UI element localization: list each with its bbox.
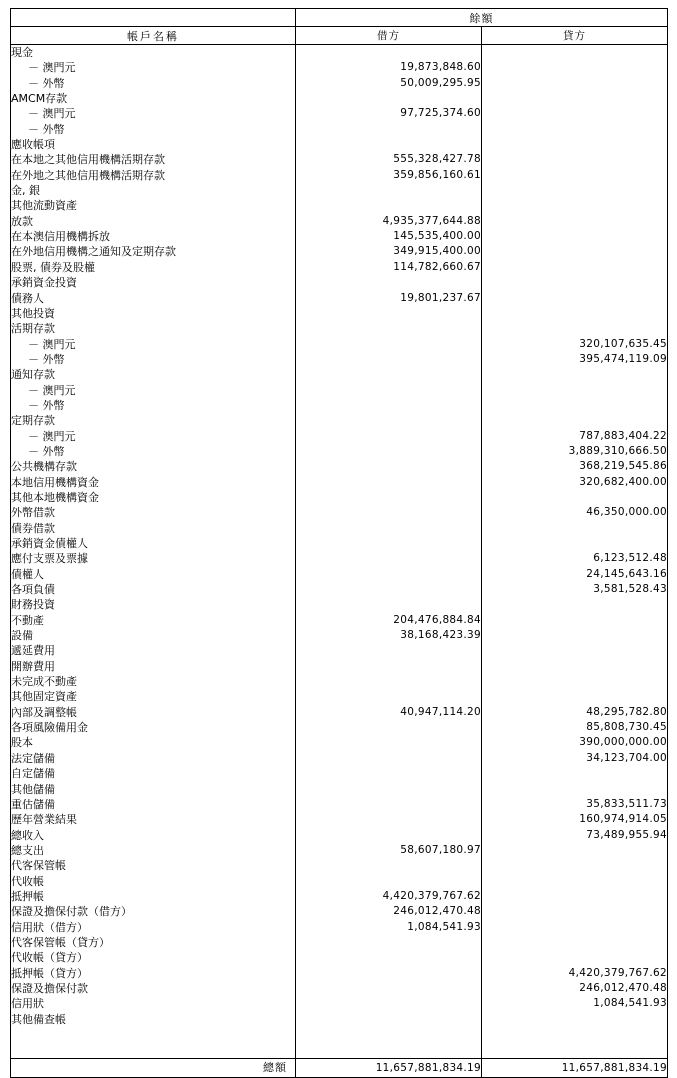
- row-credit-amount: [482, 76, 668, 91]
- row-debit-amount: [296, 490, 482, 505]
- row-debit-amount: 555,328,427.78: [296, 152, 482, 167]
- row-debit-amount: [296, 536, 482, 551]
- table-row: [11, 352, 668, 367]
- row-credit-amount: [482, 137, 668, 152]
- row-account-name: － 外幣: [11, 76, 296, 91]
- row-debit-amount: [296, 782, 482, 797]
- table-row: [11, 858, 668, 873]
- row-account-name: 在外地信用機構之通知及定期存款: [11, 244, 296, 259]
- row-account-name: 承銷資金投資: [11, 275, 296, 290]
- table-row: [11, 413, 668, 428]
- table-row: [11, 567, 668, 582]
- row-debit-amount: [296, 183, 482, 198]
- row-account-name: － 澳門元: [11, 429, 296, 444]
- row-account-name: 債務人: [11, 291, 296, 306]
- table-row: [11, 198, 668, 213]
- row-debit-amount: 349,915,400.00: [296, 244, 482, 259]
- row-credit-amount: [482, 904, 668, 919]
- table-footer: [11, 1058, 668, 1077]
- row-debit-amount: [296, 475, 482, 490]
- row-debit-amount: [296, 935, 482, 950]
- row-credit-amount: [482, 229, 668, 244]
- row-credit-amount: [482, 152, 668, 167]
- row-debit-amount: [296, 567, 482, 582]
- row-debit-amount: [296, 582, 482, 597]
- table-row: [11, 106, 668, 121]
- row-debit-amount: 19,873,848.60: [296, 60, 482, 75]
- row-credit-amount: [482, 91, 668, 106]
- table-row: [11, 214, 668, 229]
- table-row: [11, 45, 668, 61]
- row-account-name: 其他本地機構資金: [11, 490, 296, 505]
- row-account-name: 其他流動資產: [11, 198, 296, 213]
- row-debit-amount: [296, 828, 482, 843]
- table-row: [11, 613, 668, 628]
- total-credit: 11,657,881,834.19: [482, 1058, 668, 1077]
- row-credit-amount: 35,833,511.73: [482, 797, 668, 812]
- row-credit-amount: [482, 858, 668, 873]
- table-row: [11, 1027, 668, 1042]
- table-row: [11, 168, 668, 183]
- row-debit-amount: [296, 122, 482, 137]
- row-credit-amount: [482, 689, 668, 704]
- row-credit-amount: [482, 1027, 668, 1042]
- table-row: [11, 429, 668, 444]
- header-credit-label: 貸方: [482, 27, 668, 45]
- row-credit-amount: [482, 183, 668, 198]
- row-account-name: 在本澳信用機構拆放: [11, 229, 296, 244]
- row-credit-amount: [482, 244, 668, 259]
- row-account-name: 代收帳（貸方）: [11, 950, 296, 965]
- table-row: [11, 76, 668, 91]
- header-row-amount: [11, 9, 668, 27]
- table-row: [11, 797, 668, 812]
- row-credit-amount: [482, 413, 668, 428]
- row-debit-amount: [296, 137, 482, 152]
- header-account-name-label: 帳戶名稱: [11, 27, 296, 45]
- row-credit-amount: [482, 367, 668, 382]
- header-debit-label: 借方: [296, 27, 482, 45]
- row-credit-amount: [482, 106, 668, 121]
- row-credit-amount: [482, 214, 668, 229]
- row-credit-amount: [482, 766, 668, 781]
- row-account-name: 股本: [11, 735, 296, 750]
- row-debit-amount: 97,725,374.60: [296, 106, 482, 121]
- table-row: [11, 966, 668, 981]
- row-debit-amount: [296, 874, 482, 889]
- table-row: [11, 229, 668, 244]
- row-credit-amount: [482, 291, 668, 306]
- total-label: 總額: [11, 1058, 296, 1077]
- table-row: [11, 137, 668, 152]
- row-debit-amount: 246,012,470.48: [296, 904, 482, 919]
- row-account-name: － 澳門元: [11, 106, 296, 121]
- row-credit-amount: 160,974,914.05: [482, 812, 668, 827]
- table-row: [11, 521, 668, 536]
- row-debit-amount: [296, 444, 482, 459]
- row-credit-amount: [482, 275, 668, 290]
- row-debit-amount: 114,782,660.67: [296, 260, 482, 275]
- header-row-columns: [11, 27, 668, 45]
- row-credit-amount: [482, 1042, 668, 1058]
- row-account-name: － 澳門元: [11, 337, 296, 352]
- row-debit-amount: [296, 551, 482, 566]
- row-account-name: 債權人: [11, 567, 296, 582]
- row-account-name: － 澳門元: [11, 383, 296, 398]
- row-account-name: 股票, 債券及股權: [11, 260, 296, 275]
- row-credit-amount: [482, 383, 668, 398]
- row-debit-amount: [296, 1042, 482, 1058]
- row-debit-amount: [296, 383, 482, 398]
- row-credit-amount: 46,350,000.00: [482, 505, 668, 520]
- table-row: [11, 383, 668, 398]
- row-credit-amount: 73,489,955.94: [482, 828, 668, 843]
- row-debit-amount: [296, 198, 482, 213]
- row-credit-amount: [482, 536, 668, 551]
- row-debit-amount: [296, 429, 482, 444]
- row-debit-amount: [296, 674, 482, 689]
- table-row: [11, 674, 668, 689]
- table-row: [11, 459, 668, 474]
- row-debit-amount: [296, 597, 482, 612]
- row-debit-amount: [296, 321, 482, 336]
- row-credit-amount: [482, 659, 668, 674]
- row-account-name: 抵押帳（貸方）: [11, 966, 296, 981]
- row-account-name: 代客保管帳（貸方）: [11, 935, 296, 950]
- row-account-name: 代收帳: [11, 874, 296, 889]
- row-account-name: － 外幣: [11, 398, 296, 413]
- row-debit-amount: [296, 1027, 482, 1042]
- table-row: [11, 551, 668, 566]
- table-row: [11, 337, 668, 352]
- table-row: [11, 843, 668, 858]
- row-debit-amount: [296, 275, 482, 290]
- row-debit-amount: [296, 1012, 482, 1027]
- table-row: [11, 91, 668, 106]
- row-debit-amount: [296, 459, 482, 474]
- row-credit-amount: [482, 920, 668, 935]
- row-credit-amount: [482, 198, 668, 213]
- row-account-name: 不動產: [11, 613, 296, 628]
- row-credit-amount: [482, 398, 668, 413]
- row-credit-amount: 3,581,528.43: [482, 582, 668, 597]
- table-row: [11, 183, 668, 198]
- row-credit-amount: [482, 950, 668, 965]
- row-debit-amount: [296, 981, 482, 996]
- balance-sheet-table: [10, 8, 668, 1078]
- table-row: [11, 1012, 668, 1027]
- table-header: [11, 9, 668, 45]
- row-account-name: 放款: [11, 214, 296, 229]
- row-account-name: 現金: [11, 45, 296, 61]
- row-account-name: 金, 銀: [11, 183, 296, 198]
- row-account-name: 保證及擔保付款（借方）: [11, 904, 296, 919]
- row-account-name: 信用狀（借方）: [11, 920, 296, 935]
- row-account-name: 開辦費用: [11, 659, 296, 674]
- row-credit-amount: 368,219,545.86: [482, 459, 668, 474]
- row-account-name: 總支出: [11, 843, 296, 858]
- table-row: [11, 996, 668, 1011]
- row-debit-amount: 38,168,423.39: [296, 628, 482, 643]
- row-debit-amount: [296, 413, 482, 428]
- row-debit-amount: 4,420,379,767.62: [296, 889, 482, 904]
- table-row: [11, 628, 668, 643]
- table-row: [11, 505, 668, 520]
- row-account-name: 在外地之其他信用機構活期存款: [11, 168, 296, 183]
- table-row: [11, 920, 668, 935]
- row-credit-amount: 390,000,000.00: [482, 735, 668, 750]
- row-credit-amount: [482, 122, 668, 137]
- row-account-name: 未完成不動產: [11, 674, 296, 689]
- row-debit-amount: [296, 720, 482, 735]
- row-account-name: 抵押帳: [11, 889, 296, 904]
- table-row: [11, 321, 668, 336]
- row-account-name: 財務投資: [11, 597, 296, 612]
- table-row: [11, 904, 668, 919]
- table-row: [11, 306, 668, 321]
- table-row: [11, 582, 668, 597]
- row-account-name: 各項負債: [11, 582, 296, 597]
- row-debit-amount: 145,535,400.00: [296, 229, 482, 244]
- row-credit-amount: [482, 674, 668, 689]
- row-credit-amount: [482, 935, 668, 950]
- header-blank-cell: [11, 9, 296, 27]
- table-row: [11, 260, 668, 275]
- row-account-name: 債券借款: [11, 521, 296, 536]
- row-debit-amount: [296, 950, 482, 965]
- row-debit-amount: 40,947,114.20: [296, 705, 482, 720]
- row-credit-amount: [482, 843, 668, 858]
- table-row: [11, 398, 668, 413]
- total-debit: 11,657,881,834.19: [296, 1058, 482, 1077]
- row-account-name: 應收帳項: [11, 137, 296, 152]
- row-credit-amount: [482, 60, 668, 75]
- row-credit-amount: 395,474,119.09: [482, 352, 668, 367]
- row-debit-amount: 204,476,884.84: [296, 613, 482, 628]
- row-account-name: 歷年營業結果: [11, 812, 296, 827]
- row-account-name: 信用狀: [11, 996, 296, 1011]
- row-account-name: AMCM存款: [11, 91, 296, 106]
- row-account-name: 其他儲備: [11, 782, 296, 797]
- row-credit-amount: [482, 889, 668, 904]
- row-credit-amount: [482, 643, 668, 658]
- row-account-name: 內部及調整帳: [11, 705, 296, 720]
- row-debit-amount: [296, 521, 482, 536]
- table-row: [11, 935, 668, 950]
- row-account-name: 本地信用機構資金: [11, 475, 296, 490]
- row-account-name: 在本地之其他信用機構活期存款: [11, 152, 296, 167]
- table-row: [11, 812, 668, 827]
- row-account-name: － 外幣: [11, 122, 296, 137]
- row-debit-amount: [296, 858, 482, 873]
- row-credit-amount: 1,084,541.93: [482, 996, 668, 1011]
- row-credit-amount: 4,420,379,767.62: [482, 966, 668, 981]
- row-account-name: 活期存款: [11, 321, 296, 336]
- table-row: [11, 367, 668, 382]
- row-credit-amount: [482, 45, 668, 61]
- row-account-name: 重估儲備: [11, 797, 296, 812]
- row-account-name: 定期存款: [11, 413, 296, 428]
- table-row: [11, 643, 668, 658]
- row-credit-amount: [482, 321, 668, 336]
- row-account-name: 應付支票及票據: [11, 551, 296, 566]
- row-credit-amount: [482, 260, 668, 275]
- table-row: [11, 122, 668, 137]
- row-debit-amount: [296, 337, 482, 352]
- row-account-name: [11, 1042, 296, 1058]
- row-debit-amount: [296, 659, 482, 674]
- table-row: [11, 244, 668, 259]
- row-debit-amount: [296, 797, 482, 812]
- row-credit-amount: [482, 874, 668, 889]
- row-credit-amount: [482, 306, 668, 321]
- table-row: [11, 689, 668, 704]
- total-row: [11, 1058, 668, 1077]
- row-debit-amount: [296, 996, 482, 1011]
- row-debit-amount: 359,856,160.61: [296, 168, 482, 183]
- row-credit-amount: 24,145,643.16: [482, 567, 668, 582]
- table-row: [11, 782, 668, 797]
- row-account-name: 其他固定資產: [11, 689, 296, 704]
- table-row: [11, 766, 668, 781]
- row-account-name: 各項風險備用金: [11, 720, 296, 735]
- row-credit-amount: 320,107,635.45: [482, 337, 668, 352]
- row-debit-amount: [296, 735, 482, 750]
- table-row: [11, 874, 668, 889]
- table-row: [11, 1042, 668, 1058]
- row-debit-amount: 4,935,377,644.88: [296, 214, 482, 229]
- row-account-name: － 澳門元: [11, 60, 296, 75]
- table-row: [11, 60, 668, 75]
- row-credit-amount: [482, 597, 668, 612]
- row-credit-amount: 3,889,310,666.50: [482, 444, 668, 459]
- table-row: [11, 705, 668, 720]
- row-debit-amount: [296, 643, 482, 658]
- row-debit-amount: 58,607,180.97: [296, 843, 482, 858]
- row-debit-amount: 1,084,541.93: [296, 920, 482, 935]
- row-account-name: 公共機構存款: [11, 459, 296, 474]
- row-account-name: 遞延費用: [11, 643, 296, 658]
- table-row: [11, 291, 668, 306]
- table-row: [11, 720, 668, 735]
- row-account-name: 承銷資金債權人: [11, 536, 296, 551]
- row-credit-amount: 246,012,470.48: [482, 981, 668, 996]
- row-account-name: 設備: [11, 628, 296, 643]
- row-debit-amount: [296, 91, 482, 106]
- row-debit-amount: [296, 966, 482, 981]
- row-account-name: 法定儲備: [11, 751, 296, 766]
- row-debit-amount: [296, 367, 482, 382]
- table-body: [11, 45, 668, 1059]
- table-row: [11, 475, 668, 490]
- table-row: [11, 981, 668, 996]
- table-row: [11, 751, 668, 766]
- row-debit-amount: [296, 751, 482, 766]
- row-debit-amount: [296, 306, 482, 321]
- row-credit-amount: 320,682,400.00: [482, 475, 668, 490]
- table-row: [11, 950, 668, 965]
- row-credit-amount: [482, 1012, 668, 1027]
- table-row: [11, 659, 668, 674]
- row-credit-amount: [482, 168, 668, 183]
- row-credit-amount: 85,808,730.45: [482, 720, 668, 735]
- row-credit-amount: 6,123,512.48: [482, 551, 668, 566]
- row-debit-amount: 50,009,295.95: [296, 76, 482, 91]
- row-account-name: 保證及擔保付款: [11, 981, 296, 996]
- row-account-name: [11, 1027, 296, 1042]
- table-row: [11, 597, 668, 612]
- row-account-name: － 外幣: [11, 352, 296, 367]
- table-row: [11, 536, 668, 551]
- row-credit-amount: [482, 628, 668, 643]
- row-account-name: 通知存款: [11, 367, 296, 382]
- row-credit-amount: [482, 613, 668, 628]
- row-account-name: 其他備查帳: [11, 1012, 296, 1027]
- row-account-name: 自定儲備: [11, 766, 296, 781]
- row-debit-amount: [296, 766, 482, 781]
- row-debit-amount: [296, 398, 482, 413]
- row-account-name: 外幣借款: [11, 505, 296, 520]
- row-debit-amount: [296, 45, 482, 61]
- row-credit-amount: [482, 782, 668, 797]
- row-credit-amount: 787,883,404.22: [482, 429, 668, 444]
- row-debit-amount: [296, 812, 482, 827]
- table-row: [11, 735, 668, 750]
- row-credit-amount: 34,123,704.00: [482, 751, 668, 766]
- row-debit-amount: 19,801,237.67: [296, 291, 482, 306]
- table-row: [11, 444, 668, 459]
- row-debit-amount: [296, 505, 482, 520]
- table-row: [11, 828, 668, 843]
- row-account-name: 總收入: [11, 828, 296, 843]
- table-row: [11, 490, 668, 505]
- row-account-name: － 外幣: [11, 444, 296, 459]
- header-amount-label: 餘額: [296, 9, 668, 27]
- row-debit-amount: [296, 689, 482, 704]
- table-row: [11, 889, 668, 904]
- row-account-name: 代客保管帳: [11, 858, 296, 873]
- row-credit-amount: 48,295,782.80: [482, 705, 668, 720]
- row-credit-amount: [482, 490, 668, 505]
- row-account-name: 其他投資: [11, 306, 296, 321]
- row-credit-amount: [482, 521, 668, 536]
- table-row: [11, 152, 668, 167]
- row-debit-amount: [296, 352, 482, 367]
- table-row: [11, 275, 668, 290]
